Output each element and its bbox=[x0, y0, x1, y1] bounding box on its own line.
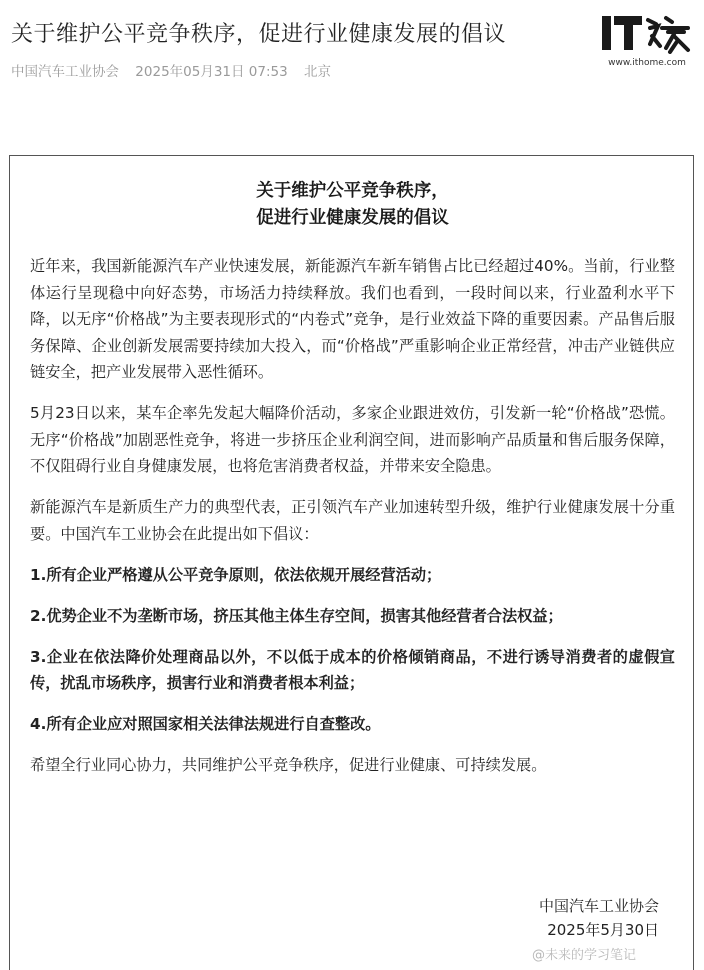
signature-org: 中国汽车工业协会 bbox=[538, 897, 659, 915]
publish-datetime: 2025年05月31日 07:53 bbox=[135, 64, 288, 80]
document-title-line1: 关于维护公平竞争秩序， bbox=[256, 181, 449, 201]
publish-location: 北京 bbox=[304, 64, 332, 80]
ithome-logo[interactable] bbox=[600, 14, 694, 74]
weibo-watermark: @未来的学习笔记 bbox=[532, 948, 637, 963]
ithome-logo-mark bbox=[600, 14, 694, 54]
signature-block bbox=[539, 894, 659, 942]
article-title: 关于维护公平竞争秩序，促进行业健康发展的倡议 bbox=[11, 22, 507, 47]
proposal-item: 3.企业在依法降价处理商品以外，不以低于成本的价格倾销商品，不进行诱导消费者的虚假宣传，扰乱市场秩序，损害行业和消费者根本利益； bbox=[30, 647, 675, 692]
paragraph: 新能源汽车是新质生产力的典型代表，正引领汽车产业加速转型升级，维护行业健康发展十分重要。中国汽车工业协会在此提出如下倡议： bbox=[30, 498, 675, 543]
article-meta bbox=[11, 60, 343, 80]
document-image bbox=[9, 155, 694, 970]
proposal-item: 2.优势企业不为垄断市场，挤压其他主体生存空间，损害其他经营者合法权益； bbox=[30, 606, 563, 625]
closing-paragraph: 希望全行业同心协力，共同维护公平竞争秩序，促进行业健康、可持续发展。 bbox=[30, 756, 547, 774]
article-header bbox=[0, 0, 704, 90]
logo-url: www.ithome.com bbox=[608, 58, 686, 68]
signature-date: 2025年5月30日 bbox=[547, 921, 659, 939]
paragraph: 5月23日以来，某车企率先发起大幅降价活动，多家企业跟进效仿，引发新一轮“价格战”恐慌。无序“价格战”加剧恶性竞争，将进一步挤压企业利润空间，进而影响产品质量和售后服务保障，不仅阻碍行业自身健康发展，也将危害消费者权益，并带来安全隐患。 bbox=[30, 404, 675, 475]
proposal-item: 1.所有企业严格遵从公平竞争原则，依法依规开展经营活动； bbox=[30, 565, 442, 584]
document-body bbox=[30, 253, 675, 793]
paragraph: 近年来，我国新能源汽车产业快速发展，新能源汽车新车销售占比已经超过40%。当前，行业整体运行呈现稳中向好态势，市场活力持续释放。我们也看到，一段时间以来，行业盈利水平下降，以无序“价格战”为主要表现形式的“内卷式”竞争，是行业效益下降的重要因素。产品售后服务保障、企业创新发展需要持续加大投入，而“价格战”严重影响企业正常经营，冲击产业链供应链安全，把产业发展带入恶性循环。 bbox=[30, 257, 675, 381]
document-title bbox=[10, 178, 695, 232]
document-title-line2: 促进行业健康发展的倡议 bbox=[256, 208, 449, 228]
source-name[interactable]: 中国汽车工业协会 bbox=[11, 64, 119, 80]
proposal-item: 4.所有企业应对照国家相关法律法规进行自查整改。 bbox=[30, 715, 381, 733]
